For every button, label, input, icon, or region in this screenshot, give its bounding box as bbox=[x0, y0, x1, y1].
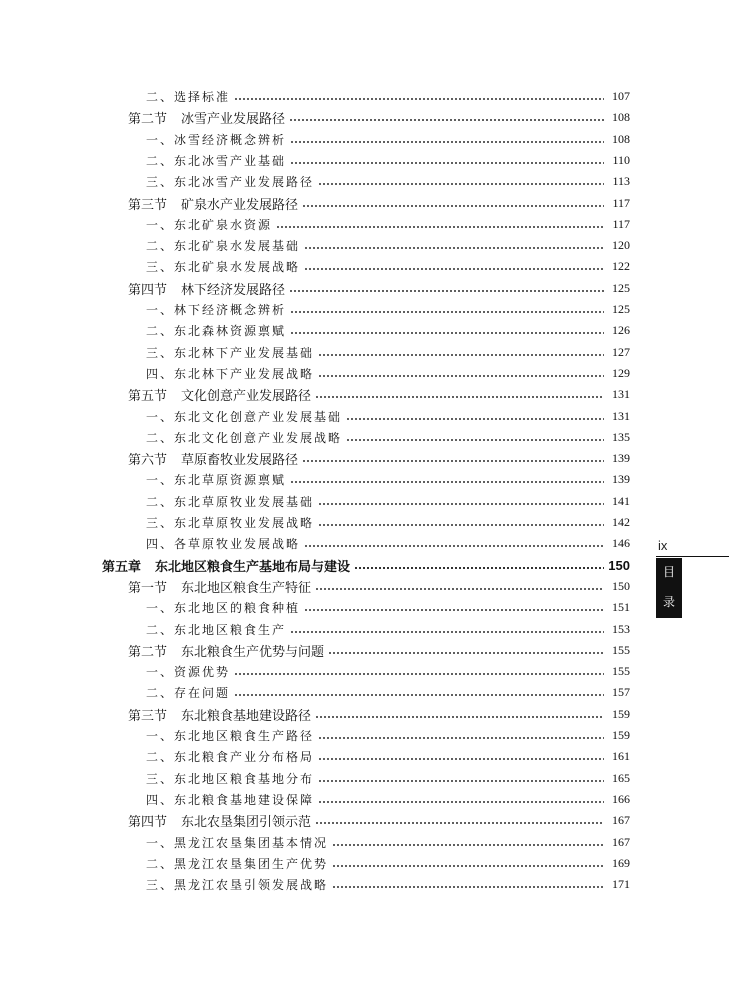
toc-page-number: 150 bbox=[608, 557, 630, 573]
toc-page-number: 161 bbox=[612, 749, 630, 764]
toc-entry-title: 东北粮食基地建设路径 bbox=[181, 708, 312, 724]
toc-subsection-entry[interactable] bbox=[146, 235, 630, 256]
toc-entry-title: 一、东北矿泉水资源 bbox=[146, 217, 273, 232]
toc-subsection-entry[interactable] bbox=[146, 832, 630, 853]
toc-entry-label bbox=[128, 641, 324, 660]
dot-leader bbox=[315, 822, 604, 824]
toc-entry-title: 一、林下经济概念辨析 bbox=[146, 303, 287, 317]
toc-section-entry[interactable] bbox=[128, 278, 630, 299]
toc-entry-label bbox=[146, 301, 286, 318]
dot-leader bbox=[302, 205, 604, 207]
toc-page-number: 125 bbox=[612, 302, 630, 316]
toc-entry-label bbox=[146, 131, 286, 148]
toc-entry-label bbox=[128, 279, 285, 298]
toc-page-number: 108 bbox=[612, 110, 630, 125]
toc-entry-label bbox=[146, 322, 286, 339]
toc-entry-label bbox=[146, 855, 328, 872]
toc-page-number: 155 bbox=[612, 642, 630, 657]
chapter-number: 第五章 bbox=[102, 559, 142, 575]
toc-entry-label bbox=[128, 577, 311, 596]
toc-subsection-entry[interactable] bbox=[146, 853, 630, 874]
toc-entry-label bbox=[128, 449, 298, 468]
toc-entry-label bbox=[128, 385, 311, 404]
toc-entry-title: 林下经济发展路径 bbox=[181, 282, 286, 298]
toc-subsection-entry[interactable] bbox=[146, 427, 630, 448]
section-number: 第一节 bbox=[128, 580, 168, 596]
toc-subsection-entry[interactable] bbox=[146, 661, 630, 682]
dot-leader bbox=[304, 268, 604, 270]
dot-leader bbox=[318, 524, 604, 526]
toc-page-number: 171 bbox=[612, 877, 630, 892]
toc-entry-title: 三、黑龙江农垦引领发展战略 bbox=[146, 878, 329, 893]
dot-leader bbox=[234, 98, 604, 100]
toc-section-entry[interactable] bbox=[128, 448, 630, 469]
toc-entry-label bbox=[128, 705, 311, 724]
toc-subsection-entry[interactable] bbox=[146, 746, 630, 767]
dot-leader bbox=[234, 673, 604, 675]
toc-section-entry[interactable] bbox=[128, 640, 630, 661]
toc-entry-label bbox=[146, 471, 286, 488]
toc-page-number: 135 bbox=[612, 429, 630, 444]
dot-leader bbox=[276, 226, 604, 228]
toc-entry-title: 二、存在问题 bbox=[146, 686, 231, 701]
dot-leader bbox=[315, 716, 604, 718]
toc-subsection-entry[interactable] bbox=[146, 86, 630, 107]
toc-entry-title: 一、东北草原资源禀赋 bbox=[146, 473, 287, 488]
toc-entry-title: 一、东北文化创意产业发展基础 bbox=[146, 409, 343, 424]
toc-section-entry[interactable] bbox=[128, 810, 630, 831]
toc-subsection-entry[interactable] bbox=[146, 320, 630, 341]
toc-subsection-entry[interactable] bbox=[146, 406, 630, 427]
dot-leader bbox=[304, 609, 604, 611]
toc-entry-title: 二、东北地区粮食生产 bbox=[146, 622, 287, 637]
toc-entry-label bbox=[146, 663, 230, 680]
toc-subsection-entry[interactable] bbox=[146, 491, 630, 512]
toc-subsection-entry[interactable] bbox=[146, 256, 630, 277]
toc-page-number: 142 bbox=[612, 515, 630, 529]
toc-entry-label bbox=[146, 834, 328, 851]
dot-leader bbox=[315, 588, 604, 590]
dot-leader bbox=[332, 865, 604, 867]
toc-entry-title: 草原畜牧业发展路径 bbox=[181, 453, 299, 469]
dot-leader bbox=[304, 545, 604, 547]
toc-entry-label bbox=[146, 514, 314, 531]
toc-page-number: 117 bbox=[612, 216, 630, 231]
toc-entry-label bbox=[146, 535, 300, 552]
toc-entry-title: 二、东北冰雪产业基础 bbox=[146, 153, 287, 168]
toc-entry-title: 矿泉水产业发展路径 bbox=[181, 197, 299, 213]
dot-leader bbox=[318, 758, 604, 760]
toc-subsection-entry[interactable] bbox=[146, 682, 630, 703]
toc-entry-title: 东北地区粮食生产特征 bbox=[181, 580, 312, 596]
toc-entry-title: 二、东北粮食产业分布格局 bbox=[146, 750, 315, 765]
section-number: 第六节 bbox=[128, 453, 168, 469]
toc-entry-title: 三、东北草原牧业发展战略 bbox=[146, 516, 315, 530]
toc-subsection-entry[interactable] bbox=[146, 512, 630, 533]
dot-leader bbox=[332, 886, 604, 888]
dot-leader bbox=[290, 311, 604, 313]
dot-leader bbox=[290, 332, 604, 334]
toc-entry-label bbox=[128, 108, 285, 127]
section-number: 第五节 bbox=[128, 389, 168, 405]
page-number-folio: ix bbox=[658, 538, 668, 553]
toc-page-number: 139 bbox=[612, 451, 630, 466]
contents-tab bbox=[656, 558, 682, 618]
dot-leader bbox=[315, 396, 604, 398]
dot-leader bbox=[332, 844, 604, 846]
dot-leader bbox=[346, 418, 604, 420]
dot-leader bbox=[302, 460, 604, 462]
toc-entry-label bbox=[146, 621, 286, 638]
toc-subsection-entry[interactable] bbox=[146, 363, 630, 384]
toc-subsection-entry[interactable] bbox=[146, 619, 630, 640]
toc-entry-label bbox=[146, 791, 314, 808]
dot-leader bbox=[318, 780, 604, 782]
toc-chapter-entry[interactable] bbox=[102, 555, 630, 576]
toc-entry-label bbox=[146, 344, 314, 361]
toc-page-number: 157 bbox=[612, 685, 630, 700]
dot-leader bbox=[346, 439, 604, 441]
toc-entry-label bbox=[146, 152, 286, 169]
section-number: 第二节 bbox=[128, 112, 168, 128]
toc-page-number: 126 bbox=[612, 323, 630, 338]
toc-subsection-entry[interactable] bbox=[146, 214, 630, 235]
toc-entry-label bbox=[146, 770, 314, 787]
folio-rule bbox=[656, 556, 729, 557]
toc-subsection-entry[interactable] bbox=[146, 597, 630, 618]
dot-leader bbox=[318, 354, 604, 356]
toc-entry-title: 三、东北林下产业发展基础 bbox=[146, 345, 315, 360]
section-number: 第四节 bbox=[128, 282, 168, 298]
toc-page-number: 120 bbox=[612, 238, 630, 253]
toc-entry-label bbox=[146, 748, 314, 765]
dot-leader bbox=[289, 290, 604, 292]
toc-page-number: 141 bbox=[612, 493, 630, 508]
toc-subsection-entry[interactable] bbox=[146, 469, 630, 490]
toc-entry-title: 一、资源优势 bbox=[146, 665, 231, 680]
toc-entry-title: 东北农垦集团引领示范 bbox=[181, 815, 312, 831]
toc-entry-label bbox=[146, 365, 314, 382]
toc-page-number: 155 bbox=[612, 664, 630, 679]
dot-leader bbox=[290, 162, 604, 164]
toc-section-entry[interactable] bbox=[128, 384, 630, 405]
toc-page-number: 151 bbox=[612, 600, 630, 615]
toc-page-number: 127 bbox=[612, 344, 630, 359]
toc-entry-label bbox=[146, 258, 300, 275]
toc-page-number: 159 bbox=[612, 706, 630, 721]
toc-subsection-entry[interactable] bbox=[146, 789, 630, 810]
toc-entry-title: 三、东北冰雪产业发展路径 bbox=[146, 175, 315, 190]
toc-subsection-entry[interactable] bbox=[146, 725, 630, 746]
dot-leader bbox=[290, 481, 604, 483]
toc-entry-title: 三、东北矿泉水发展战略 bbox=[146, 260, 301, 275]
toc-page-number: 165 bbox=[612, 770, 630, 785]
toc-entry-label bbox=[146, 408, 342, 425]
dot-leader bbox=[328, 652, 604, 654]
dot-leader bbox=[318, 375, 604, 377]
toc-section-entry[interactable] bbox=[128, 193, 630, 214]
toc-entry-label bbox=[102, 556, 350, 575]
toc-page-number: 167 bbox=[612, 834, 630, 849]
toc-page-number: 107 bbox=[612, 89, 630, 103]
dot-leader bbox=[318, 183, 604, 185]
toc-subsection-entry[interactable] bbox=[146, 299, 630, 320]
dot-leader bbox=[290, 631, 604, 633]
toc-entry-title: 一、黑龙江农垦集团基本情况 bbox=[146, 835, 329, 850]
toc-page-number: 159 bbox=[612, 728, 630, 742]
toc-entry-label bbox=[146, 493, 314, 510]
toc-entry-title: 二、黑龙江农垦集团生产优势 bbox=[146, 856, 329, 871]
toc-page-number: 167 bbox=[612, 813, 630, 828]
dot-leader bbox=[304, 247, 604, 249]
toc-section-entry[interactable] bbox=[128, 107, 630, 128]
toc-entry-title: 一、东北地区的粮食种植 bbox=[146, 601, 301, 616]
section-number: 第三节 bbox=[128, 197, 168, 213]
toc-page-number: 110 bbox=[612, 152, 630, 167]
toc-entry-title: 冰雪产业发展路径 bbox=[181, 112, 286, 128]
toc-section-entry[interactable] bbox=[128, 576, 630, 597]
dot-leader bbox=[318, 737, 604, 739]
toc-page-number: 153 bbox=[612, 621, 630, 636]
toc-page-number: 169 bbox=[612, 855, 630, 870]
toc-subsection-entry[interactable] bbox=[146, 171, 630, 192]
toc-subsection-entry[interactable] bbox=[146, 150, 630, 171]
toc-entry-title: 二、东北森林资源禀赋 bbox=[146, 324, 287, 339]
contents-tab-char: 目 bbox=[662, 565, 675, 579]
toc-page-number: 146 bbox=[612, 536, 630, 551]
toc-entry-label bbox=[146, 173, 314, 190]
toc-page-number: 131 bbox=[612, 387, 630, 402]
toc-entry-label bbox=[146, 88, 230, 105]
toc-page-number: 150 bbox=[612, 578, 630, 593]
toc-subsection-entry[interactable] bbox=[146, 533, 630, 554]
toc-entry-title: 一、东北地区粮食生产路径 bbox=[146, 729, 315, 743]
dot-leader bbox=[354, 567, 604, 569]
toc-entry-title: 东北地区粮食生产基地布局与建设 bbox=[155, 559, 351, 575]
toc-page-number: 125 bbox=[612, 280, 630, 295]
dot-leader bbox=[318, 801, 604, 803]
contents-tab-char: 录 bbox=[662, 595, 675, 609]
toc-entry-label bbox=[146, 684, 230, 701]
toc-entry-title: 四、东北林下产业发展战略 bbox=[146, 366, 315, 381]
toc-entry-title: 三、东北地区粮食基地分布 bbox=[146, 771, 315, 786]
toc-entry-title: 四、东北粮食基地建设保障 bbox=[146, 792, 315, 807]
toc-entry-label bbox=[146, 876, 328, 893]
toc-entry-title: 东北粮食生产优势与问题 bbox=[181, 644, 325, 660]
section-number: 第四节 bbox=[128, 815, 168, 831]
toc-entry-title: 二、东北草原牧业发展基础 bbox=[146, 494, 315, 509]
dot-leader bbox=[234, 694, 604, 696]
toc-entry-label bbox=[146, 727, 314, 744]
toc-subsection-entry[interactable] bbox=[146, 129, 630, 150]
toc-subsection-entry[interactable] bbox=[146, 768, 630, 789]
toc-entry-label bbox=[146, 237, 300, 254]
toc-entry-label bbox=[146, 599, 300, 616]
toc-section-entry[interactable] bbox=[128, 704, 630, 725]
toc-page-number: 108 bbox=[612, 131, 630, 146]
side-tab bbox=[656, 536, 729, 609]
dot-leader bbox=[290, 141, 604, 143]
toc-entry-title: 二、东北矿泉水发展基础 bbox=[146, 239, 301, 254]
toc-entry-title: 文化创意产业发展路径 bbox=[181, 389, 312, 405]
toc-page-number: 113 bbox=[612, 174, 630, 189]
toc-page-number: 166 bbox=[612, 791, 630, 806]
toc-entry-title: 四、各草原牧业发展战略 bbox=[146, 537, 301, 552]
toc-entry-label bbox=[146, 216, 272, 233]
dot-leader bbox=[318, 503, 604, 505]
toc-page-number: 117 bbox=[612, 195, 630, 210]
toc-entry-label bbox=[128, 811, 311, 830]
section-number: 第三节 bbox=[128, 708, 168, 724]
toc-subsection-entry[interactable] bbox=[146, 342, 630, 363]
toc-page-number: 129 bbox=[612, 365, 630, 380]
toc-page-number: 131 bbox=[612, 408, 630, 423]
toc-page-number: 139 bbox=[612, 472, 630, 487]
toc-entry-title: 二、选择标准 bbox=[146, 90, 231, 104]
toc-subsection-entry[interactable] bbox=[146, 874, 630, 895]
toc-entry-label bbox=[146, 429, 342, 446]
dot-leader bbox=[289, 119, 604, 121]
toc-entry-title: 一、冰雪经济概念辨析 bbox=[146, 132, 287, 147]
toc-entry-title: 二、东北文化创意产业发展战略 bbox=[146, 430, 343, 445]
toc-page-number: 122 bbox=[612, 259, 630, 274]
toc-entry-label bbox=[128, 194, 298, 213]
section-number: 第二节 bbox=[128, 644, 168, 660]
